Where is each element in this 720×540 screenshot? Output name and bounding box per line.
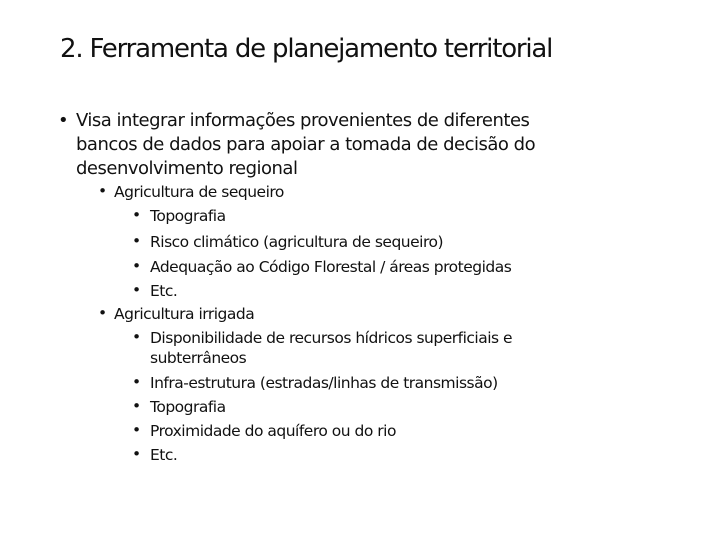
bullet-icon: • bbox=[132, 257, 142, 275]
list-item: Adequação ao Código Florestal / áreas protegidas bbox=[150, 258, 512, 276]
bullet-icon: • bbox=[58, 110, 69, 131]
list-item: Disponibilidade de recursos hídricos superficiais e bbox=[150, 329, 513, 347]
list-item: Infra-estrutura (estradas/linhas de transmissão) bbox=[150, 374, 498, 392]
bullet-icon: • bbox=[132, 281, 142, 299]
bullet-icon: • bbox=[132, 328, 142, 346]
slide-title: 2. Ferramenta de planejamento territorial bbox=[60, 34, 553, 64]
group-label-sequeiro: Agricultura de sequeiro bbox=[114, 183, 284, 201]
list-item: Topografia bbox=[150, 398, 226, 416]
bullet-icon: • bbox=[132, 445, 142, 463]
bullet-icon: • bbox=[98, 182, 108, 200]
main-bullet-line-2: bancos de dados para apoiar a tomada de decisão do bbox=[76, 134, 536, 155]
list-item-continuation: subterrâneos bbox=[150, 349, 247, 367]
bullet-icon: • bbox=[132, 206, 142, 224]
bullet-icon: • bbox=[132, 373, 142, 391]
bullet-icon: • bbox=[98, 304, 108, 322]
bullet-icon: • bbox=[132, 421, 142, 439]
list-item: Proximidade do aquífero ou do rio bbox=[150, 422, 396, 440]
bullet-icon: • bbox=[132, 397, 142, 415]
list-item: Risco climático (agricultura de sequeiro) bbox=[150, 233, 444, 251]
main-bullet-line-1: Visa integrar informações provenientes de diferentes bbox=[76, 110, 530, 131]
main-bullet-line-3: desenvolvimento regional bbox=[76, 158, 298, 179]
bullet-icon: • bbox=[132, 232, 142, 250]
list-item: Etc. bbox=[150, 446, 178, 464]
list-item: Topografia bbox=[150, 207, 226, 225]
list-item: Etc. bbox=[150, 282, 178, 300]
group-label-irrigada: Agricultura irrigada bbox=[114, 305, 255, 323]
